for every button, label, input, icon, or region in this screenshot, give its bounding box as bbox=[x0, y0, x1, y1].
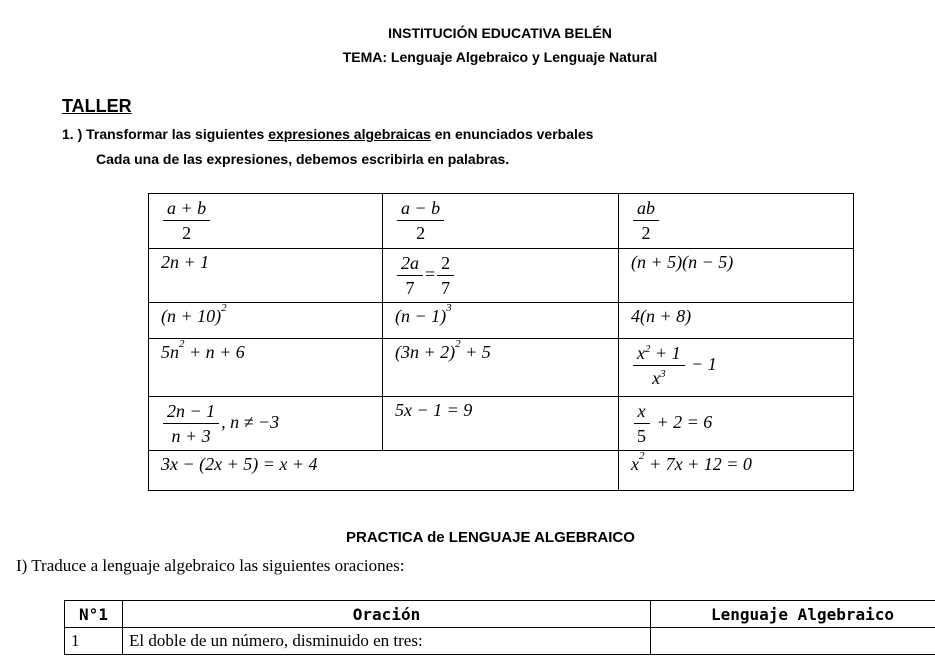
expr-cell bbox=[149, 249, 383, 303]
question-1-prefix: 1. ) Transformar las siguientes bbox=[62, 126, 269, 142]
row-number: 1 bbox=[65, 628, 123, 655]
header-lenguaje-algebraico: Lenguaje Algebraico bbox=[651, 601, 935, 628]
question-1 bbox=[62, 126, 593, 142]
expr-cell bbox=[149, 451, 619, 491]
fraction bbox=[397, 197, 444, 244]
denominator: 7 bbox=[441, 278, 451, 298]
expr-row bbox=[149, 303, 854, 339]
exponent: 2 bbox=[179, 338, 185, 350]
expr-cell bbox=[383, 194, 619, 249]
exponent: 3 bbox=[660, 368, 666, 380]
denominator: 2 bbox=[182, 223, 192, 243]
denominator: 5 bbox=[637, 426, 646, 446]
exponent: 2 bbox=[645, 343, 651, 355]
denominator: n + 3 bbox=[171, 426, 211, 446]
numerator: 2 bbox=[437, 252, 454, 276]
expr-cell bbox=[149, 397, 383, 451]
numerator: x bbox=[634, 400, 650, 424]
expr-cell bbox=[149, 303, 383, 339]
fraction bbox=[163, 197, 210, 244]
expression: (n + 10) bbox=[161, 306, 222, 326]
expr-cell bbox=[149, 339, 383, 397]
expression: + n + 6 bbox=[184, 342, 245, 362]
question-1-suffix: en enunciados verbales bbox=[430, 126, 594, 142]
expr-cell bbox=[383, 397, 619, 451]
expression: + 7x + 12 = 0 bbox=[644, 454, 752, 474]
header-numero: N°1 bbox=[65, 601, 123, 628]
expression: 4(n + 8) bbox=[631, 306, 692, 326]
exponent: 2 bbox=[455, 338, 461, 350]
expression: + 2 = 6 bbox=[652, 411, 713, 432]
denominator: 7 bbox=[405, 278, 415, 298]
denominator: 2 bbox=[641, 223, 651, 243]
denominator: 2 bbox=[416, 223, 426, 243]
expr-row bbox=[149, 451, 854, 491]
fraction bbox=[397, 252, 423, 299]
fraction bbox=[437, 252, 454, 299]
expr-cell bbox=[149, 194, 383, 249]
row-algebraico-answer[interactable] bbox=[651, 628, 935, 655]
expr-cell bbox=[619, 194, 854, 249]
question-1-line2: Cada una de las expresiones, debemos escribirla en palabras. bbox=[96, 151, 510, 167]
question-1-underlined: expresiones algebraicas bbox=[268, 126, 431, 142]
expression: 3x − (2x + 5) = x + 4 bbox=[161, 454, 318, 474]
row-oracion: El doble de un número, disminuido en tres: bbox=[123, 628, 651, 655]
fraction bbox=[633, 197, 659, 244]
expr-cell bbox=[619, 339, 854, 397]
numerator: ab bbox=[633, 197, 659, 221]
equals-sign: = bbox=[425, 263, 436, 284]
numerator: a + b bbox=[163, 197, 210, 221]
expression: + 5 bbox=[460, 342, 491, 362]
expression: 5n bbox=[161, 342, 179, 362]
exponent: 2 bbox=[639, 450, 645, 462]
expression: (3n + 2) bbox=[395, 342, 456, 362]
expr-cell bbox=[383, 303, 619, 339]
numerator: a − b bbox=[397, 197, 444, 221]
header-oracion: Oración bbox=[123, 601, 651, 628]
expressions-table bbox=[148, 193, 854, 491]
institution-title: INSTITUCIÓN EDUCATIVA BELÉN bbox=[388, 25, 612, 41]
expression: − 1 bbox=[686, 353, 717, 374]
numerator: 2n − 1 bbox=[163, 400, 219, 424]
expr-cell bbox=[619, 249, 854, 303]
fraction bbox=[633, 342, 685, 389]
expression: x bbox=[631, 454, 639, 474]
exponent: 3 bbox=[446, 302, 452, 314]
numerator: 2a bbox=[397, 252, 423, 276]
expr-row bbox=[149, 339, 854, 397]
expr-cell bbox=[383, 249, 619, 303]
expr-cell bbox=[619, 451, 854, 491]
fraction bbox=[163, 400, 219, 447]
denominator bbox=[648, 366, 670, 389]
topic-title: TEMA: Lenguaje Algebraico y Lenguaje Natural bbox=[342, 49, 658, 65]
denominator-base: x bbox=[652, 368, 661, 388]
table-row bbox=[65, 628, 935, 655]
expr-cell bbox=[619, 303, 854, 339]
oraciones-table bbox=[64, 600, 935, 655]
exponent: 2 bbox=[221, 302, 227, 314]
expression: (n + 5)(n − 5) bbox=[631, 252, 734, 272]
practica-instruction: I) Traduce a lenguaje algebraico las siguientes oraciones: bbox=[16, 556, 405, 575]
practica-title: PRACTICA de LENGUAJE ALGEBRAICO bbox=[346, 529, 635, 546]
expr-row bbox=[149, 249, 854, 303]
expr-row bbox=[149, 397, 854, 451]
expr-cell bbox=[619, 397, 854, 451]
expression: (n − 1) bbox=[395, 306, 447, 326]
numerator bbox=[633, 342, 685, 366]
expression: , n ≠ −3 bbox=[221, 411, 280, 432]
fraction bbox=[633, 400, 650, 447]
numerator-tail: + 1 bbox=[650, 343, 681, 363]
expression: 5x − 1 = 9 bbox=[395, 400, 473, 420]
taller-heading: TALLER bbox=[62, 96, 132, 116]
numerator-base: x bbox=[637, 343, 645, 363]
expr-cell bbox=[383, 339, 619, 397]
oraciones-header-row bbox=[65, 601, 935, 628]
expr-row bbox=[149, 194, 854, 249]
expression: 2n + 1 bbox=[161, 252, 210, 272]
